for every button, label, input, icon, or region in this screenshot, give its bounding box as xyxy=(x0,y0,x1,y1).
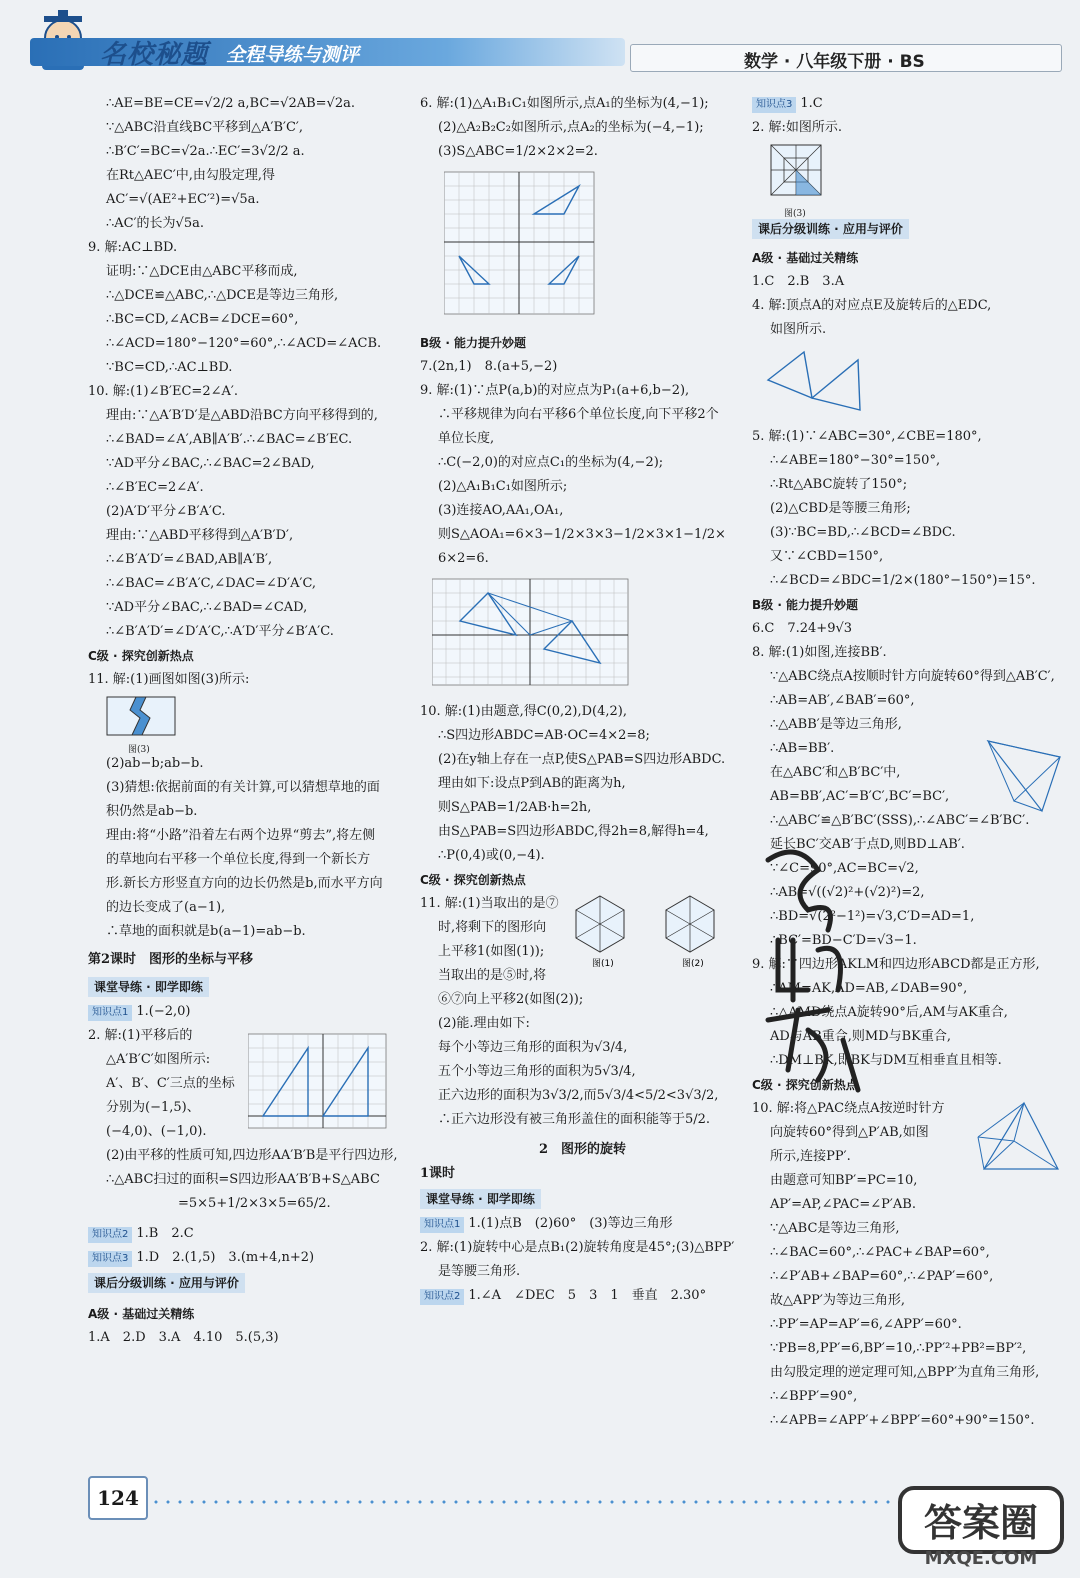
answer-text: 1.B 2.C xyxy=(136,1226,194,1241)
text-line: AD与AB重合,则MD与BK重合, xyxy=(770,1029,952,1044)
text-line: (3)猜想:依据前面的有关计算,可以猜想草地的面 xyxy=(106,780,380,795)
text-line: 则S△PAB=1/2AB·h=2h, xyxy=(438,800,592,815)
band-classroom: 课堂导练 · 即学即练 xyxy=(88,977,209,997)
text-line: 6. 解:(1)△A₁B₁C₁如图所示,点A₁的坐标为(4,−1); xyxy=(420,96,709,111)
text-line: ∵△ABC绕点A按顺时针方向旋转60°得到△AB′C′, xyxy=(770,669,1055,684)
text-line: ∵PB=8,PP′=6,BP′=10,∴PP′²+PB²=BP′², xyxy=(770,1341,1027,1356)
text-line: ∴C(−2,0)的对应点C₁的坐标为(4,−2); xyxy=(438,455,664,470)
section-title: 2 图形的旋转 xyxy=(538,1142,627,1157)
text-line: (3)S△ABC=1/2×2×2=2. xyxy=(438,144,598,159)
text-line: A′、B′、C′三点的坐标 xyxy=(106,1076,235,1091)
text-line: 如图所示. xyxy=(770,322,827,337)
text-line: ∴AM=AK,AD=AB,∠DAB=90°, xyxy=(770,981,968,996)
text-line: ∵BC=CD,∴AC⊥BD. xyxy=(106,360,233,375)
text-line: 2. 解:(1)平移后的 xyxy=(88,1028,193,1043)
section-heading: A级 · 基础过关精练 xyxy=(88,1307,195,1321)
text-line: 在△ABC′和△B′BC′中, xyxy=(770,765,901,780)
text-line: (2)在y轴上存在一点P,使S△PAB=S四边形ABDC. xyxy=(438,752,726,767)
answer-text: 1.C xyxy=(800,96,823,111)
text-line: ∵△ABC是等边三角形, xyxy=(770,1221,900,1236)
text-line: (2)△CBD是等腰三角形; xyxy=(770,501,911,516)
text-line: 延长BC′交AB′于点D,则BD⊥AB′. xyxy=(770,837,965,852)
brand-subtitle: 全程导练与测评 xyxy=(226,44,360,66)
text-line: 在Rt△AEC′中,由勾股定理,得 xyxy=(106,168,276,183)
band-after-class: 课后分级训练 · 应用与评价 xyxy=(752,219,909,239)
text-line: ∴△ABB′是等边三角形, xyxy=(770,717,902,732)
path-figure-icon xyxy=(106,696,176,736)
text-line: 的边长变成了(a−1), xyxy=(106,900,226,915)
text-line: ∴△ABC′≌△B′BC′(SSS),∴∠ABC′=∠B′BC′. xyxy=(770,813,1030,828)
knowledge-point-tag: 知识点2 xyxy=(88,1227,132,1243)
figure-3 xyxy=(88,696,406,755)
text-line: ∴∠APB=∠APP′+∠BPP′=60°+90°=150°. xyxy=(770,1413,1035,1428)
text-line: 形.新长方形竖直方向的边长仍然是b,而水平方向 xyxy=(106,876,383,891)
text-line: ∴∠BPP′=90°, xyxy=(770,1389,858,1404)
text-line: ∴BC=CD,∠ACB=∠DCE=60°, xyxy=(106,312,299,327)
text-line: AC′=√(AE²+EC′²)=√5a. xyxy=(106,192,260,207)
text-line: ∴AE=BE=CE=√2/2 a,BC=√2AB=√2a. xyxy=(106,96,355,111)
figure-caption: 图(1) xyxy=(592,959,614,969)
text-line: ⑥⑦向上平移2(如图(2)); xyxy=(438,992,584,1007)
text-line: ∴∠ACD=180°−120°=60°,∴∠ACD=∠ACB. xyxy=(106,336,382,351)
answer-text: 1.(−2,0) xyxy=(136,1004,191,1019)
text-line: 时,将剩下的图形向 xyxy=(438,920,547,935)
text-line: 10. 解:将△PAC绕点A按逆时针方 xyxy=(752,1101,945,1116)
text-line: 证明:∵△DCE由△ABC平移而成, xyxy=(106,264,298,279)
text-line: 4. 解:顶点A的对应点E及旋转后的△EDC, xyxy=(752,298,992,313)
knowledge-point-tag: 知识点2 xyxy=(420,1289,464,1305)
text-line: (2)ab−b;ab−b. xyxy=(106,756,204,771)
figure-caption: 图(3) xyxy=(784,209,806,219)
column-middle xyxy=(420,92,745,1308)
text-line: 正六边形的面积为3√3/2,而5√3/4<5/2<3√3/2, xyxy=(438,1088,719,1103)
square-figure-icon xyxy=(770,144,824,200)
text-line: 9. 解:(1)∵点P(a,b)的对应点为P₁(a+6,b−2), xyxy=(420,383,690,398)
text-line: ∴PP′=AP=AP′=6,∠APP′=60°. xyxy=(770,1317,962,1332)
answer-text: 1.∠A ∠DEC 5 3 1 垂直 2.30° xyxy=(468,1288,707,1303)
text-line: 由S△PAB=S四边形ABDC,得2h=8,解得h=4, xyxy=(438,824,709,839)
text-line: ∴Rt△ABC旋转了150°; xyxy=(770,477,908,492)
text-line: ∴∠BCD=∠BDC=1/2×(180°−150°)=15°. xyxy=(770,573,1036,588)
text-line: 所示,连接PP′. xyxy=(770,1149,851,1164)
text-line: 8. 解:(1)如图,连接BB′. xyxy=(752,645,887,660)
text-line: (−4,0)、(−1,0). xyxy=(106,1124,207,1139)
text-line: ∴∠BAC=∠B′A′C,∠DAC=∠D′A′C, xyxy=(106,576,317,591)
text-line: 由勾股定理的逆定理可知,△BPP′为直角三角形, xyxy=(770,1365,1040,1380)
text-line: ∴∠ABE=180°−30°=150°, xyxy=(770,453,941,468)
text-line: 又∵∠CBD=150°, xyxy=(770,549,884,564)
text-line: ∴∠P′AB+∠BAP=60°,∴∠PAP′=60°, xyxy=(770,1269,994,1284)
lesson-title: 1课时 xyxy=(420,1166,456,1181)
dotted-divider xyxy=(150,1500,890,1504)
answer-text: 1.D 2.(1,5) 3.(m+4,n+2) xyxy=(136,1250,315,1265)
rotation-square-figure xyxy=(752,144,1064,219)
section-heading: A级 · 基础过关精练 xyxy=(752,251,859,265)
figure-caption: 图(2) xyxy=(682,959,704,969)
text-line: ∴正六边形没有被三角形盖住的面积能等于5/2. xyxy=(438,1112,711,1127)
section-heading: B级 · 能力提升妙题 xyxy=(420,336,527,350)
text-line: ∵AD平分∠BAC,∴∠BAD=∠CAD, xyxy=(106,600,308,615)
page-number: 124 xyxy=(88,1476,148,1520)
text-line: 6×2=6. xyxy=(438,551,489,566)
text-line: ∴∠B′EC=2∠A′. xyxy=(106,480,204,495)
text-line: 单位长度, xyxy=(438,431,495,446)
section-heading: C级 · 探究创新热点 xyxy=(88,649,194,663)
rotation-figure-q10 xyxy=(974,1097,1064,1177)
text-line: 是等腰三角形. xyxy=(438,1264,521,1279)
q2-block xyxy=(88,1024,406,1144)
text-line: 2. 解:(1)旋转中心是点B₁(2)旋转角度是45°;(3)△BPP′ xyxy=(420,1240,735,1255)
band-classroom: 课堂导练 · 即学即练 xyxy=(420,1189,541,1209)
hexagon-figures xyxy=(570,892,740,972)
answer-text: 1.(1)点B (2)60° (3)等边三角形 xyxy=(468,1216,673,1231)
text-line: ∴AB=AB′,∠BAB′=60°, xyxy=(770,693,915,708)
text-line: 的草地向右平移一个单位长度,得到一个新长方 xyxy=(106,852,371,867)
column-left xyxy=(88,92,406,1350)
knowledge-point-tag: 知识点1 xyxy=(420,1217,464,1233)
text-line: (2)由平移的性质可知,四边形AA′B′B是平行四边形, xyxy=(106,1148,398,1163)
text-line: ∴∠B′A′D′=∠BAD,AB∥A′B′, xyxy=(106,552,273,567)
section-heading: B级 · 能力提升妙题 xyxy=(752,598,859,612)
text-line: 当取出的是⑤时,将 xyxy=(438,968,547,983)
answer-text: 1.A 2.D 3.A 4.10 5.(5,3) xyxy=(88,1330,279,1345)
text-line: △A′B′C′如图所示: xyxy=(106,1052,211,1067)
text-line: 理由:∵△ABD平移得到△A′B′D′, xyxy=(106,528,294,543)
text-line: 由题意可知BP′=PC=10, xyxy=(770,1173,918,1188)
q8-block xyxy=(752,617,1064,785)
text-line: ∴△DCE≌△ABC,∴△DCE是等边三角形, xyxy=(106,288,339,303)
triangle-rotation-figure xyxy=(764,346,874,412)
brand-title: 名校秘题 xyxy=(100,40,209,70)
text-line: (2)△A₁B₁C₁如图所示; xyxy=(438,479,568,494)
text-line: (2)A′D′平分∠B′A′C. xyxy=(106,504,226,519)
text-line: ∵△ABC沿直线BC平移到△A′B′C′, xyxy=(106,120,304,135)
text-line: ∴平移规律为向右平移6个单位长度,向下平移2个 xyxy=(438,407,719,422)
text-line: ∵∠C=90°,AC=BC=√2, xyxy=(770,861,919,876)
text-line: ∴AC′的长为√5a. xyxy=(106,216,204,231)
coordinate-grid-figure xyxy=(248,1030,388,1130)
text-line: 2. 解:如图所示. xyxy=(752,120,843,135)
text-line: ∴∠BAC=60°,∴∠PAC+∠BAP=60°, xyxy=(770,1245,990,1260)
text-line: 积仍然是ab−b. xyxy=(106,804,198,819)
text-line: ∴草地的面积就是b(a−1)=ab−b. xyxy=(106,924,306,939)
text-line: (2)△A₂B₂C₂如图所示,点A₂的坐标为(−4,−1); xyxy=(438,120,704,135)
text-line: ∴BD=√(2²−1²)=√3,C′D=AD=1, xyxy=(770,909,975,924)
text-line: ∴DM⊥BK,即BK与DM互相垂直且相等. xyxy=(770,1053,1002,1068)
coordinate-grid-figure xyxy=(444,168,604,318)
text-line: 分别为(−1,5)、 xyxy=(106,1100,200,1115)
text-line: ∴S四边形ABDC=AB·OC=4×2=8; xyxy=(438,728,650,743)
text-line: 11. 解:(1)当取出的是⑦ xyxy=(420,896,559,911)
rotation-figure-q8 xyxy=(984,735,1064,815)
page-header xyxy=(0,0,1080,88)
text-line: 1.C 2.B 3.A xyxy=(752,274,845,289)
text-line: 10. 解:(1)∠B′EC=2∠A′. xyxy=(88,384,238,399)
text-line: ∴BC′=BD−C′D=√3−1. xyxy=(770,933,917,948)
text-line: ∴P(0,4)或(0,−4). xyxy=(438,848,545,863)
text-line: AB=BB′,AC′=B′C′,BC′=BC′, xyxy=(770,789,950,804)
text-line: ∴AB=√((√2)²+(√2)²)=2, xyxy=(770,885,925,900)
text-line: 理由:∵△A′B′D′是△ABD沿BC方向平移得到的, xyxy=(106,408,378,423)
q11-block xyxy=(420,892,745,1012)
text-line: 7.(2n,1) 8.(a+5,−2) xyxy=(420,359,558,374)
text-line: 每个小等边三角形的面积为√3/4, xyxy=(438,1040,628,1055)
watermark-text: 答案圈 xyxy=(923,1501,1039,1545)
text-line: 10. 解:(1)由题意,得C(0,2),D(4,2), xyxy=(420,704,628,719)
text-line: 则S△AOA₁=6×3−1/2×3×3−1/2×3×1−1/2× xyxy=(438,527,726,542)
text-line: 9. 解:AC⊥BD. xyxy=(88,240,178,255)
knowledge-point-tag: 知识点3 xyxy=(88,1251,132,1267)
handwriting-scribble xyxy=(748,840,878,1100)
text-line: 上平移1(如图(1)); xyxy=(438,944,545,959)
text-line: 五个小等边三角形的面积为5√3/4, xyxy=(438,1064,636,1079)
figure-caption: 图(3) xyxy=(128,745,150,755)
text-line: 6.C 7.24+9√3 xyxy=(752,621,853,636)
coordinate-grid-figure xyxy=(432,575,632,687)
text-line: ∵AD平分∠BAC,∴∠BAC=2∠BAD, xyxy=(106,456,315,471)
text-line: ∴△AMD绕点A旋转90°后,AM与AK重合, xyxy=(770,1005,1008,1020)
text-line: ∴AB=BB′. xyxy=(770,741,835,756)
text-line: 理由:将“小路”沿着左右两个边界“剪去”,将左侧 xyxy=(106,828,376,843)
text-line: ∴△ABC扫过的面积=S四边形AA′B′B+S△ABC xyxy=(106,1172,380,1187)
text-line: 9. 解:∵四边形AKLM和四边形ABCD都是正方形, xyxy=(752,957,1040,972)
text-line: 5. 解:(1)∵∠ABC=30°,∠CBE=180°, xyxy=(752,429,982,444)
text-line: (2)能.理由如下: xyxy=(438,1016,530,1031)
text-line: ∴B′C′=BC=√2a.∴EC′=3√2/2 a. xyxy=(106,144,305,159)
text-line: 故△APP′为等边三角形, xyxy=(770,1293,905,1308)
q10-block xyxy=(752,1097,1064,1169)
text-line: =5×5+1/2×3×5=65/2. xyxy=(178,1196,331,1211)
text-line: AP′=AP,∠PAC=∠P′AB. xyxy=(770,1197,916,1212)
section-heading: C级 · 探究创新热点 xyxy=(752,1078,858,1092)
text-line: 向旋转60°得到△P′AB,如图 xyxy=(770,1125,929,1140)
band-after-class: 课后分级训练 · 应用与评价 xyxy=(88,1273,245,1293)
subject-label: 数学 · 八年级下册 · BS xyxy=(744,52,925,72)
section-heading: C级 · 探究创新热点 xyxy=(420,873,526,887)
knowledge-point-tag: 知识点3 xyxy=(752,97,796,113)
text-line: ∴∠B′A′D′=∠D′A′C,∴A′D′平分∠B′A′C. xyxy=(106,624,334,639)
text-line: ∴∠BAD=∠A′,AB∥A′B′.∴∠BAC=∠B′EC. xyxy=(106,432,353,447)
column-right xyxy=(752,92,1064,1433)
watermark-site: MXQE.COM xyxy=(924,1548,1038,1569)
text-line: (3)连接AO,AA₁,OA₁, xyxy=(438,503,564,518)
text-line: 理由如下:设点P到AB的距离为h, xyxy=(438,776,626,791)
text-line: (3)∵BC=BD,∴∠BCD=∠BDC. xyxy=(770,525,956,540)
lesson-title: 第2课时 图形的坐标与平移 xyxy=(88,952,254,967)
text-line: 11. 解:(1)画图如图(3)所示: xyxy=(88,672,250,687)
knowledge-point-tag: 知识点1 xyxy=(88,1005,132,1021)
